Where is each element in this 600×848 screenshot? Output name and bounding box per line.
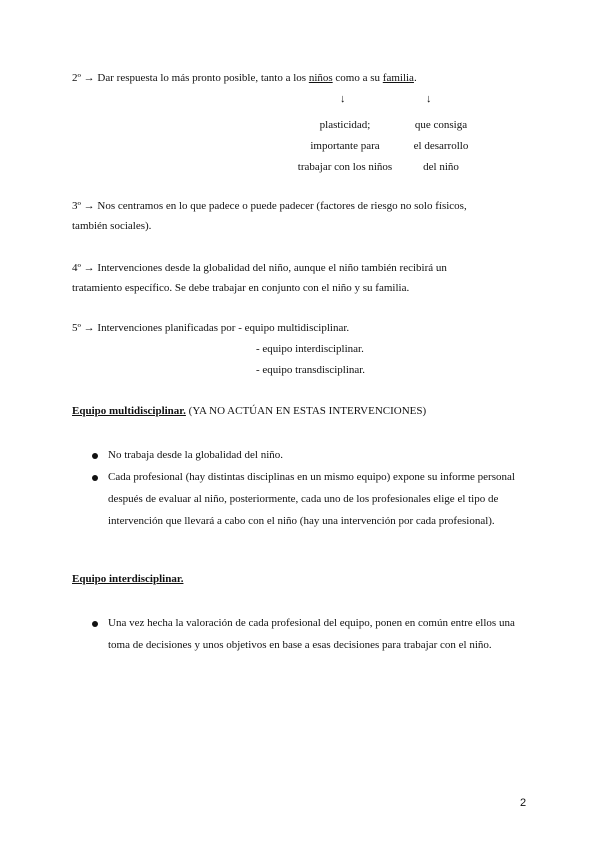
note-left-line-2: importante para	[310, 140, 380, 152]
section-4-number: 4º	[72, 262, 81, 274]
note-right-line-1: que consiga	[414, 119, 468, 131]
section-5-item-1: - equipo multidisciplinar.	[238, 322, 350, 334]
section-5-number: 5º	[72, 322, 81, 334]
section-5-item-3: - equipo transdisciplinar.	[256, 364, 366, 376]
word-ninos: niños	[308, 72, 333, 84]
section-3-line-2: también sociales).	[72, 220, 152, 232]
section-2-text-b: como a su	[335, 72, 381, 84]
arrow-icon: →	[83, 200, 95, 212]
section-5-line	[72, 322, 349, 334]
multidisciplinar-bullet-1: No trabaja desde la globalidad del niño.	[108, 449, 284, 461]
interdisciplinar-heading-line	[72, 573, 183, 585]
section-4-line-1: Intervenciones desde la globalidad del niño, aunque el niño también recibirá un	[97, 262, 447, 274]
note-left-line-3: trabajar con los niños	[297, 161, 393, 173]
section-4	[72, 258, 532, 298]
multidisciplinar-bullet-2: Cada profesional (hay distintas disciplinas en un mismo equipo) expone su informe personal después de evaluar al niño, posteriormente, cada uno de los profesionales elige el tipo de intervención que llevará a cabo con el niño (hay una intervención por cada profesional).	[108, 471, 515, 527]
section-5-item-2: - equipo interdisciplinar.	[256, 343, 364, 355]
bullet-icon	[92, 475, 98, 481]
note-right	[396, 115, 486, 178]
section-2-number: 2º	[72, 72, 81, 84]
arrow-icon: →	[83, 262, 95, 274]
section-3-line-1: Nos centramos en lo que padece o puede padecer (factores de riesgo no solo físicos,	[97, 200, 467, 212]
down-arrow-icon-right: ↓	[426, 93, 432, 105]
section-3	[72, 196, 532, 236]
interdisciplinar-bullet-1: Una vez hecha la valoración de cada profesional del equipo, ponen en común entre ellos una toma de decisiones y unos objetivos en base a esas decisiones para trabajar con el niño.	[108, 617, 515, 651]
section-3-number: 3º	[72, 200, 81, 212]
page-number: 2	[520, 797, 527, 809]
arrow-icon: →	[83, 72, 95, 84]
note-right-line-3: del niño	[423, 161, 459, 173]
multidisciplinar-heading-line	[72, 405, 426, 417]
section-5-text: Intervenciones planificadas por	[97, 322, 236, 334]
note-left	[290, 115, 400, 178]
arrow-icon: →	[83, 322, 95, 334]
note-right-line-2: el desarrollo	[413, 140, 469, 152]
section-2-text-a: Dar respuesta lo más pronto posible, tanto a los	[97, 72, 307, 84]
multidisciplinar-heading: Equipo multidisciplinar.	[72, 405, 186, 417]
section-2-period: .	[413, 72, 417, 84]
word-familia: familia	[382, 72, 414, 84]
section-4-line-2: tratamiento específico. Se debe trabajar en conjunto con el niño y su familia.	[72, 282, 410, 294]
multidisciplinar-note: (YA NO ACTÚAN EN ESTAS INTERVENCIONES)	[188, 405, 427, 417]
bullet-icon	[92, 621, 98, 627]
down-arrow-icon-left: ↓	[340, 93, 346, 105]
section-2-line	[72, 72, 417, 84]
bullet-icon	[92, 453, 98, 459]
note-left-line-1: plasticidad;	[319, 119, 371, 131]
interdisciplinar-heading: Equipo interdisciplinar.	[72, 573, 184, 585]
